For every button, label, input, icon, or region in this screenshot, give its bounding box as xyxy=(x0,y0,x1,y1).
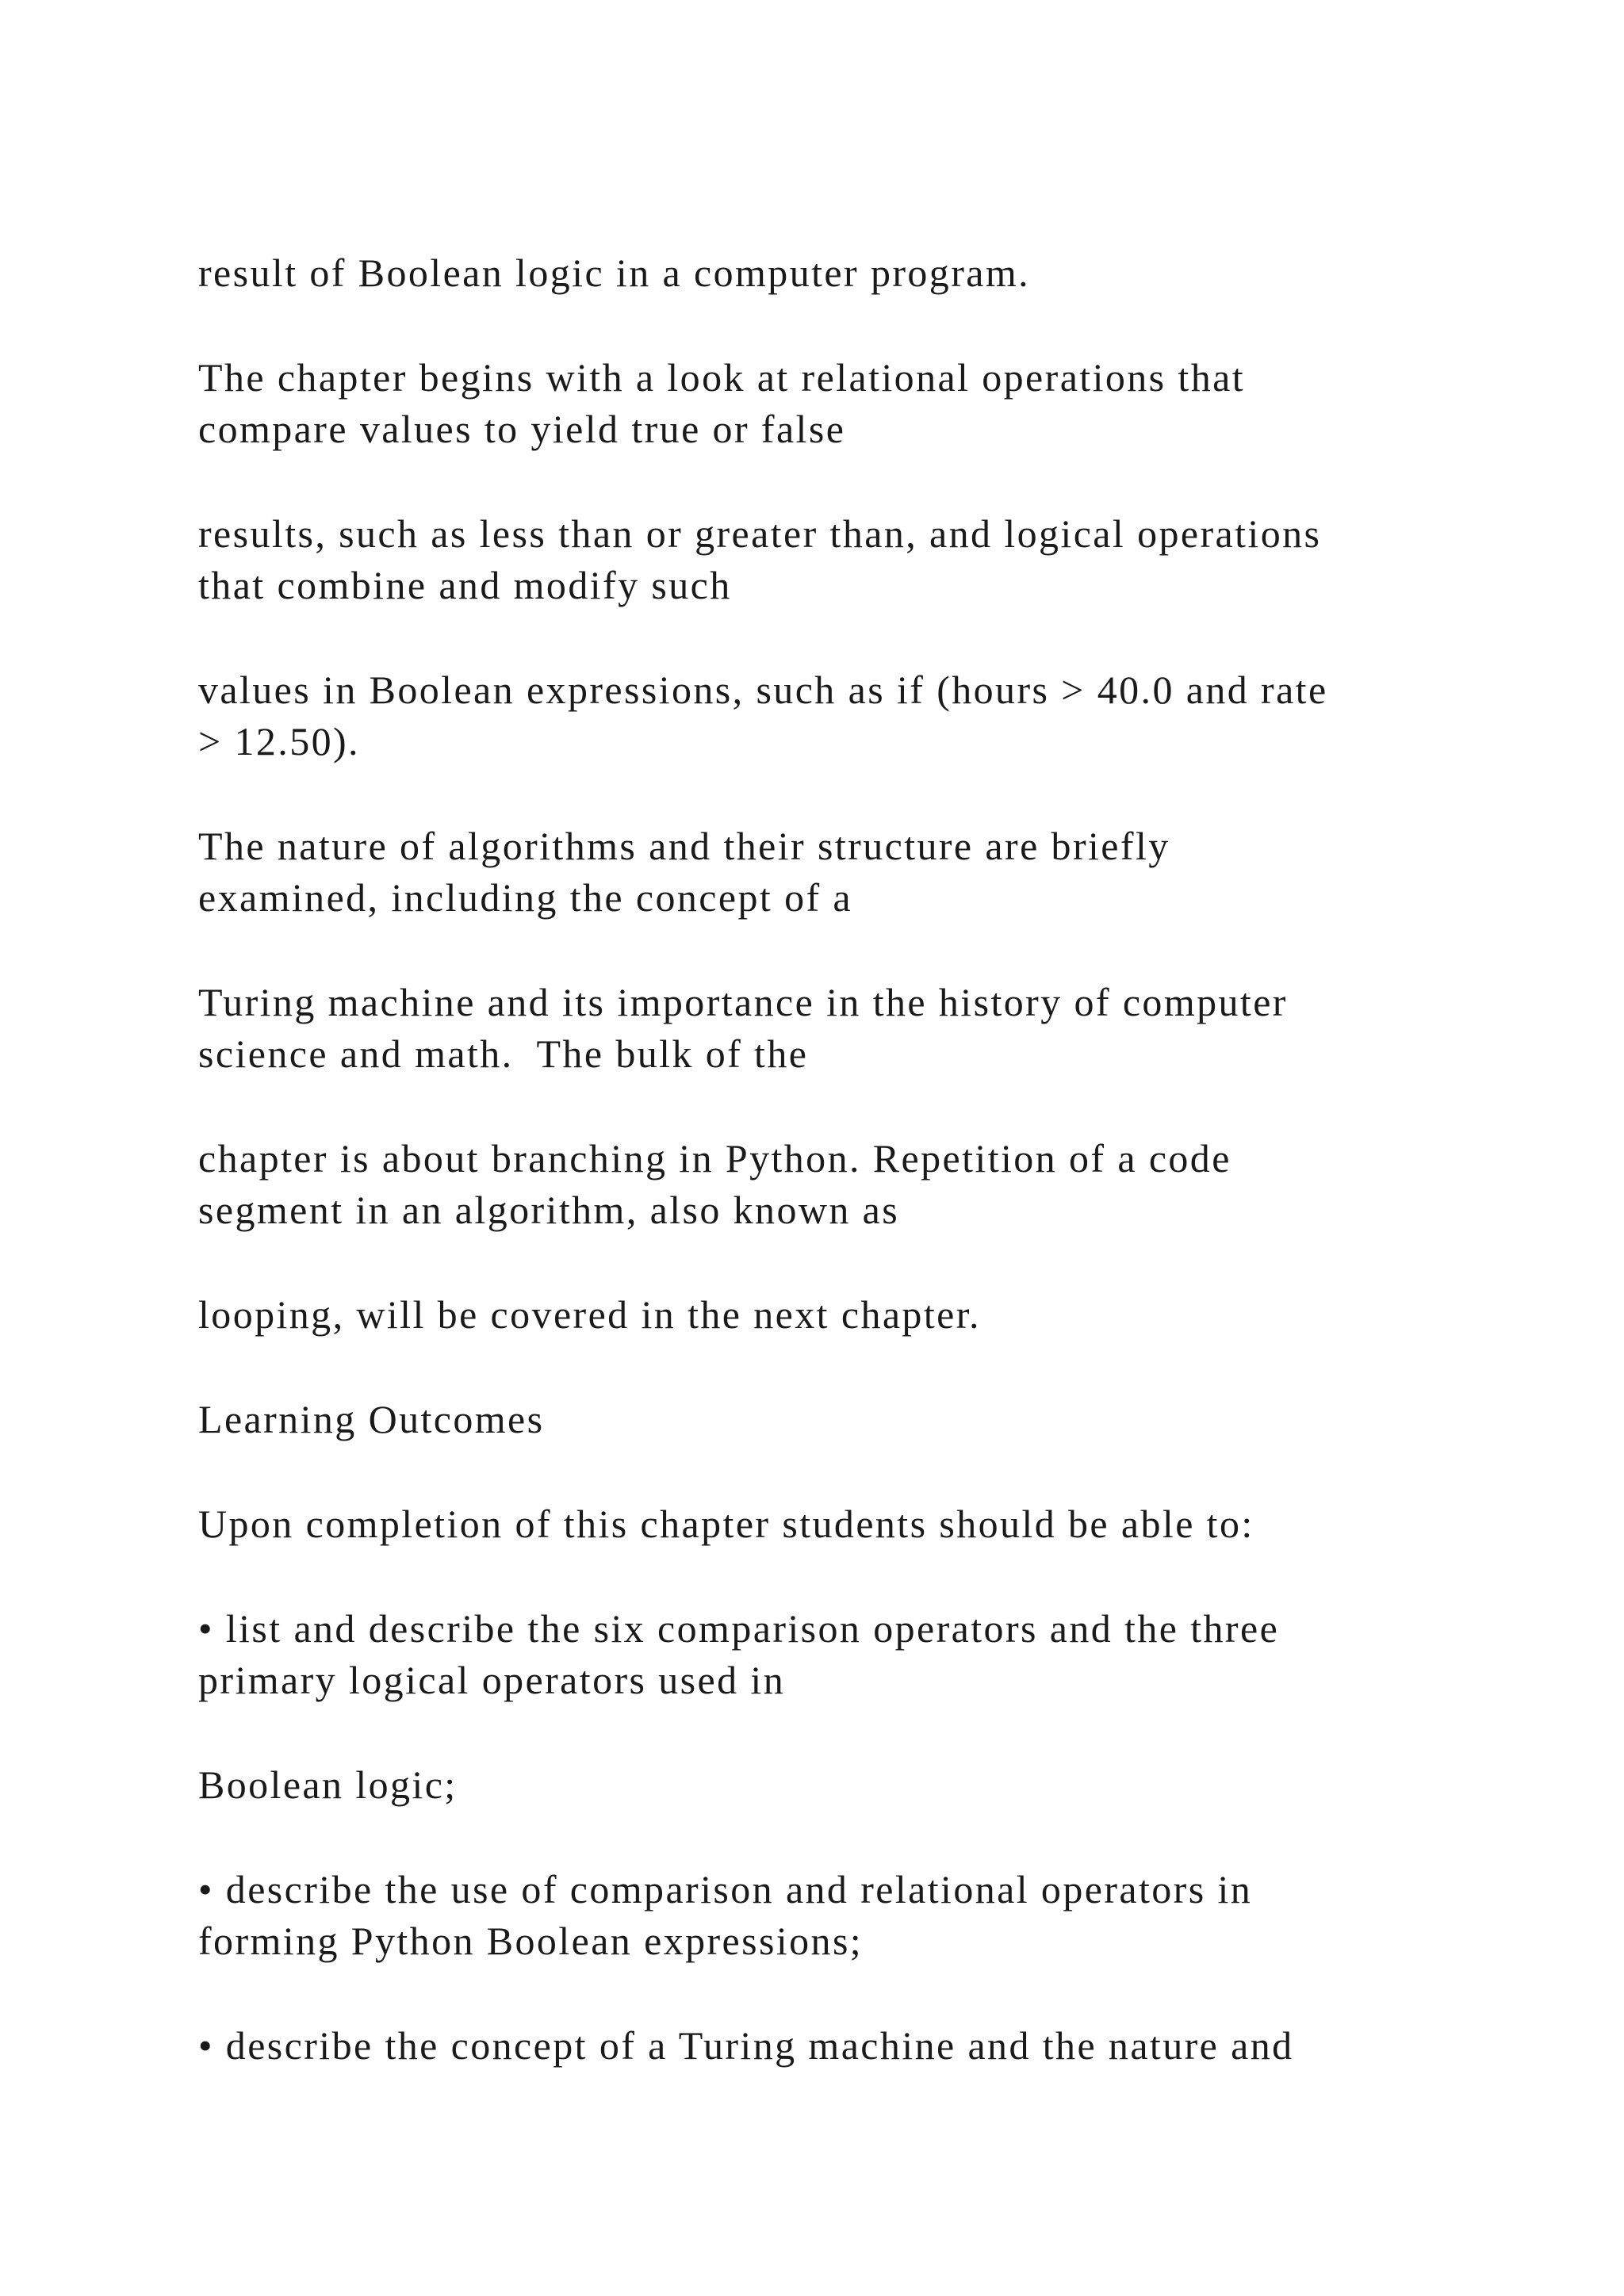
text-line: primary logical operators used in xyxy=(198,1658,786,1702)
text-line: • list and describe the six comparison operators and the three xyxy=(198,1606,1280,1651)
text-line: The nature of algorithms and their structure are briefly xyxy=(198,824,1170,868)
text-line: compare values to yield true or false xyxy=(198,407,846,451)
text-line: Boolean logic; xyxy=(198,1762,458,1807)
text-line: science and math. The bulk of the xyxy=(198,1031,809,1076)
text-line: result of Boolean logic in a computer program. xyxy=(198,251,1031,295)
text-line: looping, will be covered in the next chapter. xyxy=(198,1292,981,1337)
bullet-turing-concept xyxy=(198,2020,1483,2072)
paragraph-relational-operations xyxy=(198,352,1483,455)
paragraph-boolean-expressions xyxy=(198,664,1483,767)
paragraph-turing-machine xyxy=(198,977,1483,1080)
paragraph-looping xyxy=(198,1289,1483,1341)
text-line: > 12.50). xyxy=(198,719,360,763)
text-line: Learning Outcomes xyxy=(198,1397,545,1441)
paragraph-algorithms xyxy=(198,821,1483,924)
text-line: results, such as less than or greater than, and logical operations xyxy=(198,511,1322,556)
text-line: segment in an algorithm, also known as xyxy=(198,1188,900,1232)
paragraph-upon-completion xyxy=(198,1498,1483,1550)
text-line: values in Boolean expressions, such as if (hours > 40.0 and rate xyxy=(198,668,1328,712)
text-line: that combine and modify such xyxy=(198,563,732,607)
text-line: Upon completion of this chapter students should be able to: xyxy=(198,1502,1254,1546)
paragraph-boolean-logic xyxy=(198,1759,1483,1811)
text-line: The chapter begins with a look at relational operations that xyxy=(198,355,1246,400)
bullet-comparison-operators xyxy=(198,1603,1483,1706)
paragraph-branching xyxy=(198,1133,1483,1236)
bullet-relational-operators xyxy=(198,1864,1483,1967)
paragraph-boolean-result xyxy=(198,247,1483,299)
text-line: Turing machine and its importance in the history of computer xyxy=(198,980,1288,1024)
text-line: • describe the use of comparison and relational operators in xyxy=(198,1867,1253,1911)
paragraph-logical-operations xyxy=(198,508,1483,611)
text-line: chapter is about branching in Python. Repetition of a code xyxy=(198,1136,1231,1181)
text-line: • describe the concept of a Turing machine and the nature and xyxy=(198,2023,1294,2068)
section-heading-learning-outcomes xyxy=(198,1394,1483,1445)
text-line: examined, including the concept of a xyxy=(198,875,853,920)
text-line: forming Python Boolean expressions; xyxy=(198,1919,864,1963)
document-body xyxy=(198,247,1483,2125)
